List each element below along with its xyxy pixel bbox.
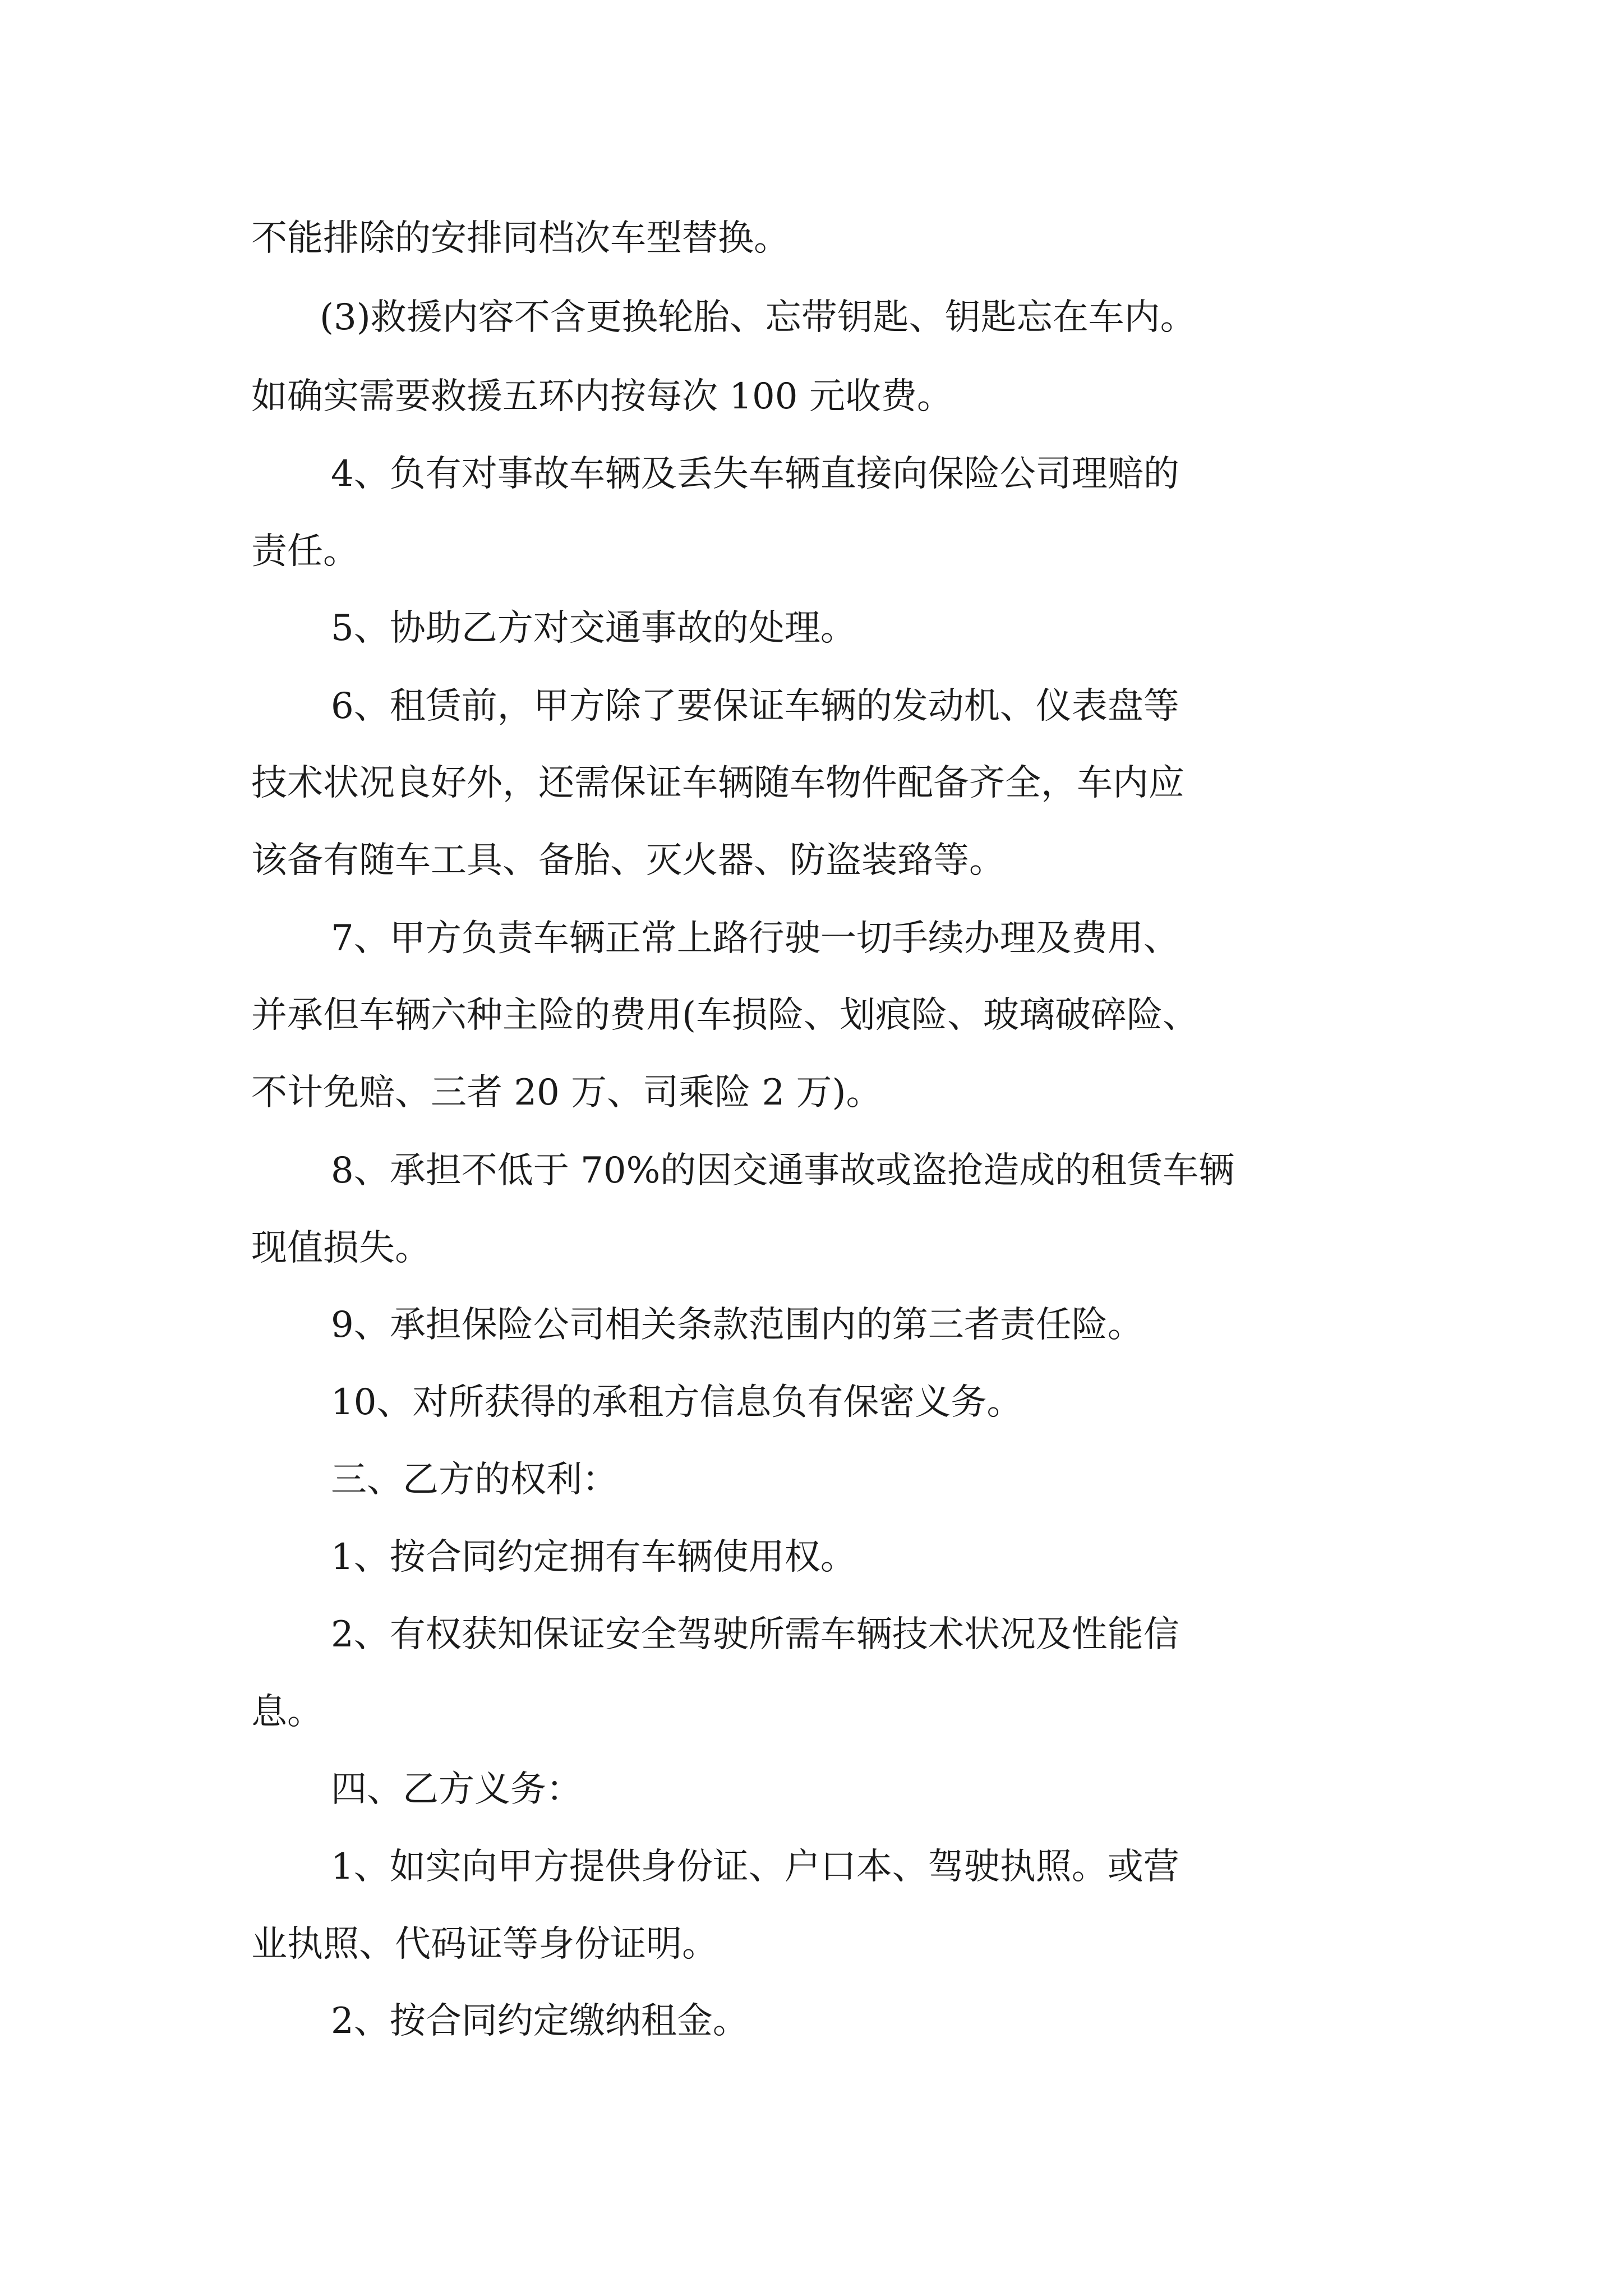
text-line: 并承但车辆六种主险的费用(车损险、划痕险、玻璃破碎险、 xyxy=(251,995,1198,1036)
text-line: 5、协助乙方对交通事故的处理。 xyxy=(331,608,856,649)
text-line: 10、对所获得的承租方信息负有保密义务。 xyxy=(331,1382,1023,1423)
text-line: 1、如实向甲方提供身份证、户口本、驾驶执照。或营 xyxy=(331,1846,1179,1888)
text-line: 1、按合同约定拥有车辆使用权。 xyxy=(331,1536,856,1578)
text-line: 7、甲方负责车辆正常上路行驶一切手续办理及费用、 xyxy=(331,918,1179,959)
text-line: 8、承担不低于 70%的因交通事故或盗抢造成的租赁车辆 xyxy=(331,1150,1235,1191)
text-line: (3)救援内容不含更换轮胎、忘带钥匙、钥匙忘在车内。 xyxy=(320,297,1196,338)
text-line: 6、租赁前，甲方除了要保证车辆的发动机、仪表盘等 xyxy=(331,685,1179,727)
text-line: 不计免赔、三者 20 万、司乘险 2 万)。 xyxy=(251,1072,882,1114)
text-line: 责任。 xyxy=(251,531,359,572)
text-line: 不能排除的安排同档次车型替换。 xyxy=(251,218,790,259)
text-line: 如确实需要救援五环内按每次 100 元收费。 xyxy=(251,376,953,417)
text-line: 四、乙方义务： xyxy=(331,1769,582,1810)
text-line: 现值损失。 xyxy=(251,1227,431,1269)
text-line: 三、乙方的权利： xyxy=(331,1459,618,1501)
text-line: 2、按合同约定缴纳租金。 xyxy=(331,2000,749,2042)
text-line: 2、有权获知保证安全驾驶所需车辆技术状况及性能信 xyxy=(331,1614,1179,1655)
text-line: 息。 xyxy=(251,1691,323,1733)
text-line: 业执照、代码证等身份证明。 xyxy=(251,1924,718,1965)
text-line: 技术状况良好外，还需保证车辆随车物件配备齐全，车内应 xyxy=(251,762,1184,804)
text-line: 4、负有对事故车辆及丢失车辆直接向保险公司理赔的 xyxy=(331,453,1179,495)
text-line: 该备有随车工具、备胎、灭火器、防盗装臵等。 xyxy=(251,840,1005,881)
text-line: 9、承担保险公司相关条款范围内的第三者责任险。 xyxy=(331,1304,1144,1346)
